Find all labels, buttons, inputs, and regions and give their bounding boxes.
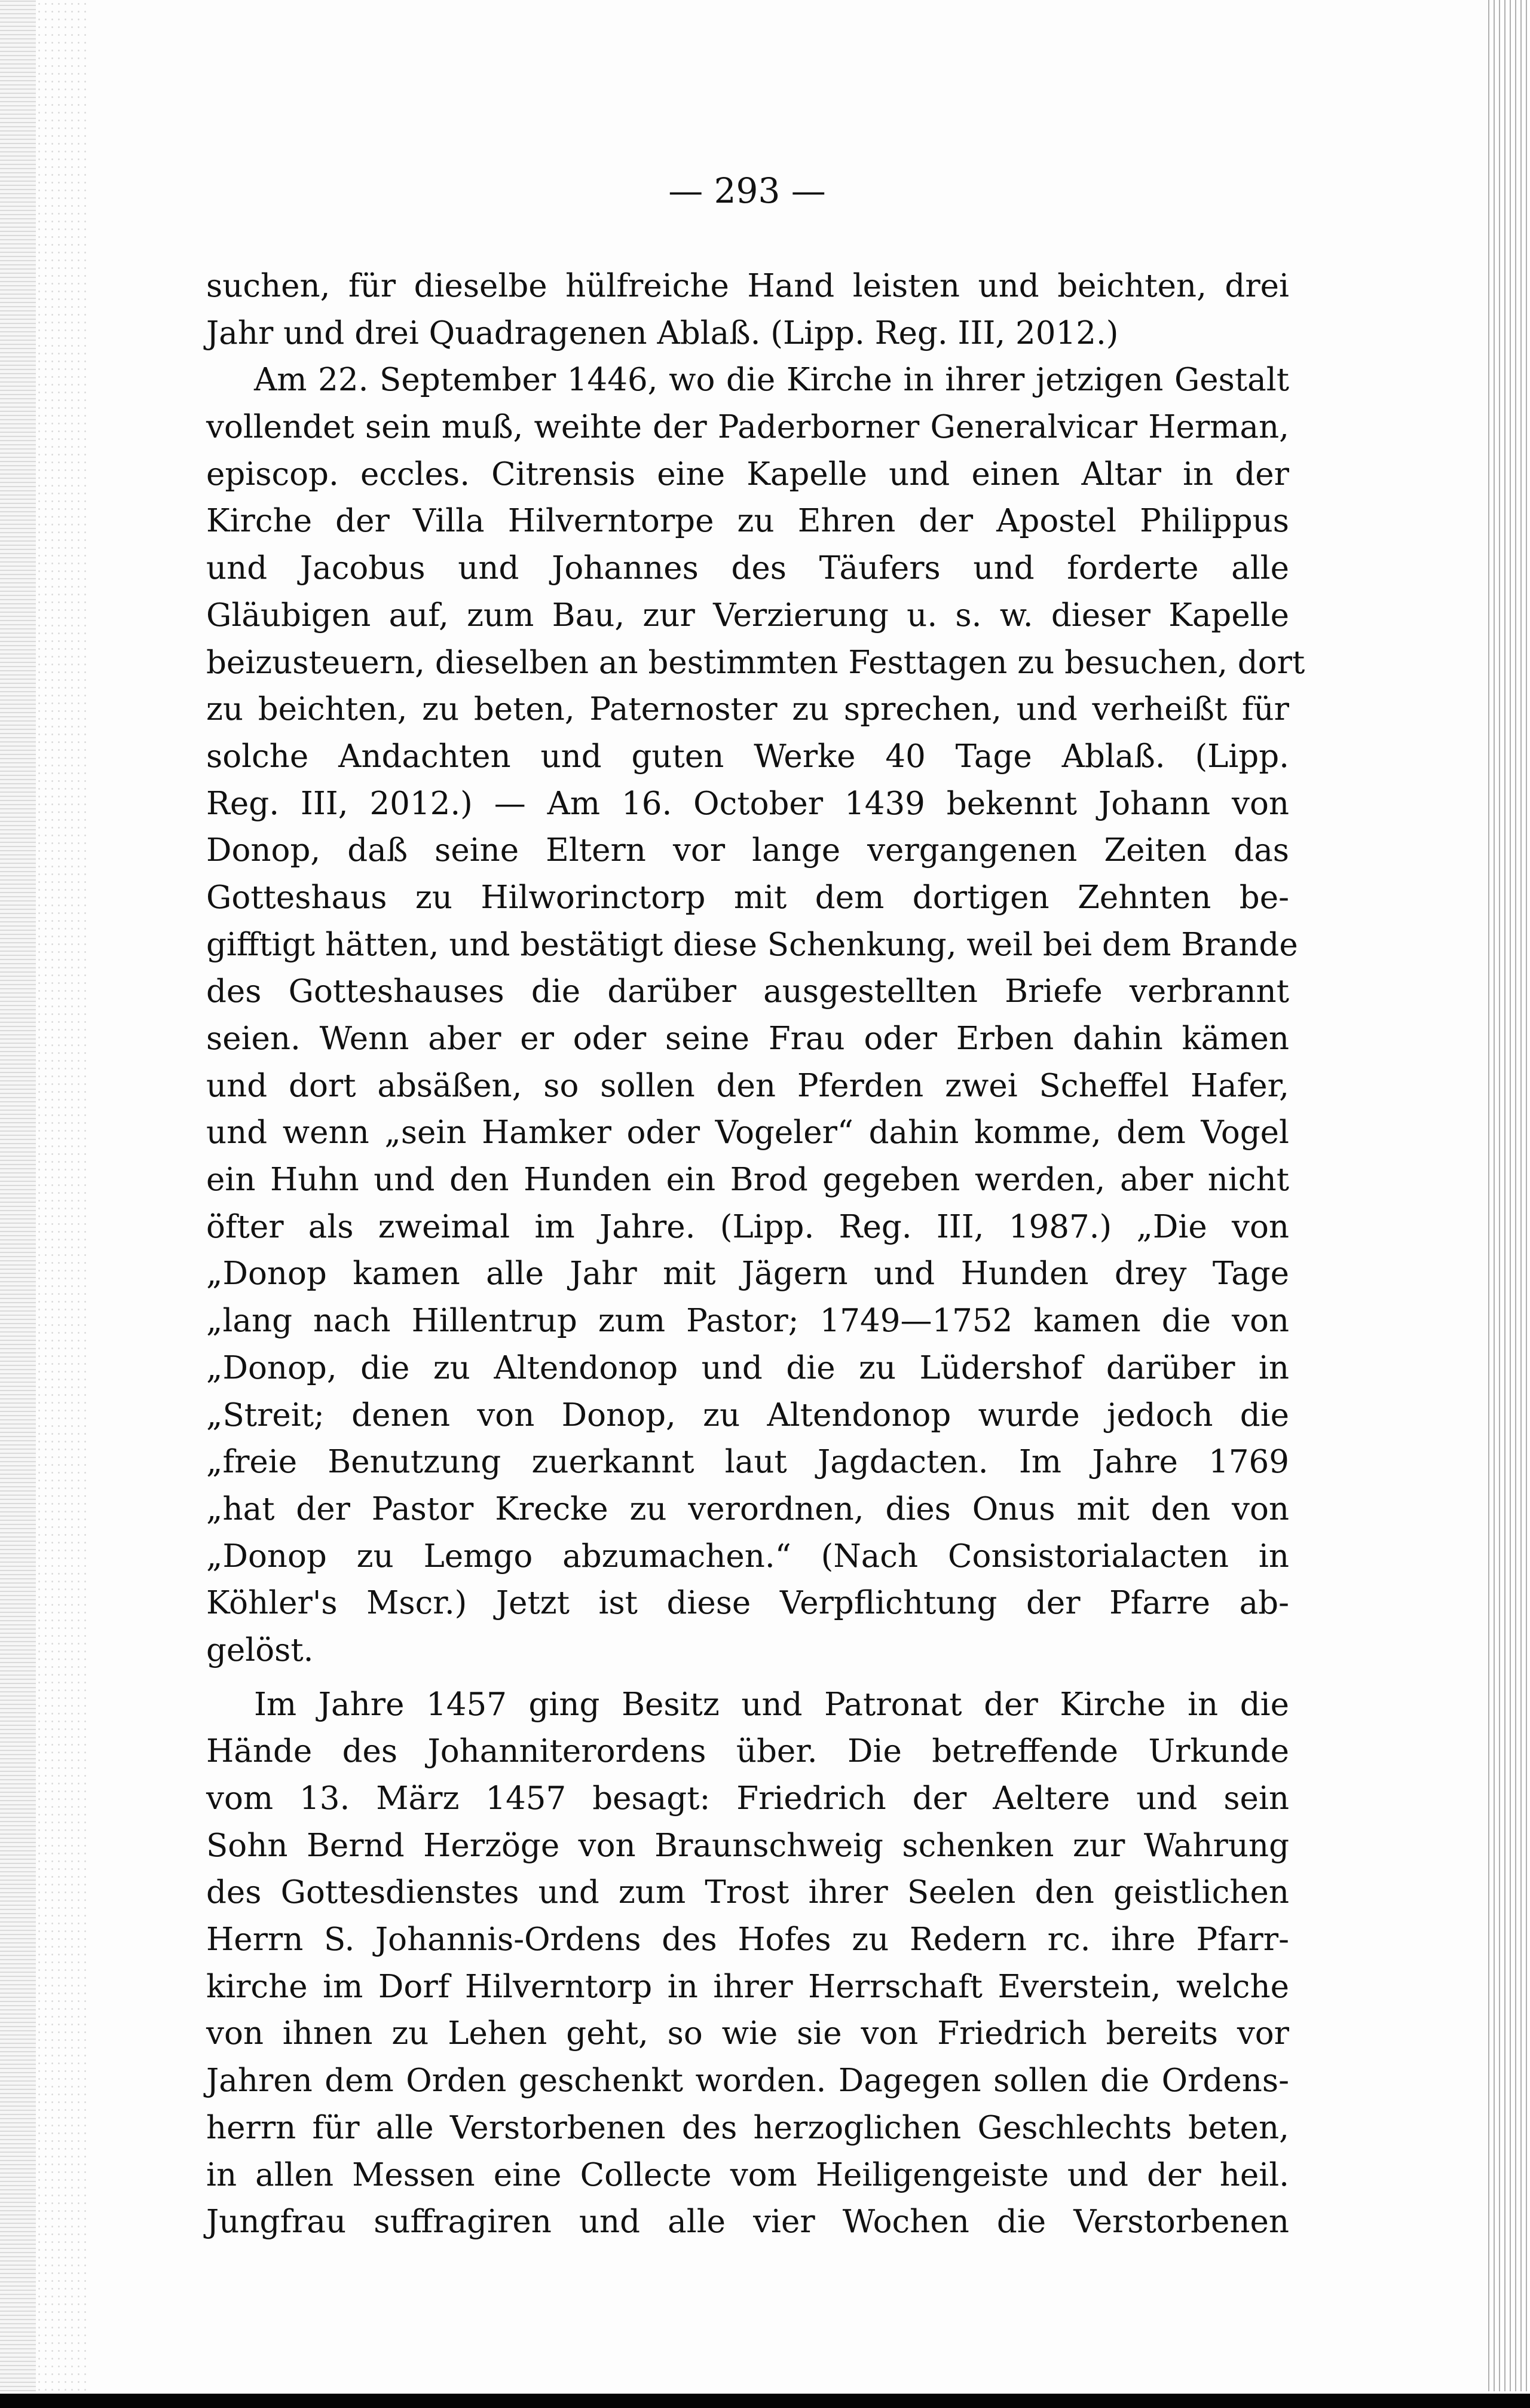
text-line: Am 22. September 1446, wo die Kirche in ihrer jetzigen Gestalt: [254, 362, 1289, 399]
text-line: Gotteshaus zu Hilworinctorp mit dem dortigen Zehnten be-: [206, 879, 1289, 916]
text-line: „Donop kamen alle Jahr mit Jägern und Hunden drey Tage: [206, 1255, 1289, 1292]
text-line: des Gottesdienstes und zum Trost ihrer Seelen den geistlichen: [206, 1874, 1289, 1911]
text-line: gelöst.: [206, 1631, 314, 1669]
text-line: öfter als zweimal im Jahre. (Lipp. Reg. III, 1987.) „Die von: [206, 1208, 1289, 1245]
text-line: „lang nach Hillentrup zum Pastor; 1749—1752 kamen die von: [206, 1303, 1289, 1340]
text-line: suchen, für dieselbe hülfreiche Hand leisten und beichten, drei: [206, 268, 1289, 304]
text-line: und Jacobus und Johannes des Täufers und forderte alle: [206, 550, 1289, 587]
page-number: — 293 —: [668, 170, 826, 211]
text-line: „Donop zu Lemgo abzumachen.“ (Nach Consistorialacten in: [206, 1538, 1289, 1575]
scan-right-edge: [1488, 0, 1530, 2391]
scan-left-edge: [0, 0, 36, 2391]
text-line: Herrn S. Johannis-Ordens des Hofes zu Redern rc. ihre Pfarr-: [206, 1921, 1289, 1958]
text-line: Im Jahre 1457 ging Besitz und Patronat der Kirche in die: [254, 1686, 1289, 1723]
text-line: Kirche der Villa Hilverntorpe zu Ehren der Apostel Philippus: [206, 503, 1289, 540]
text-line: seien. Wenn aber er oder seine Frau oder Erben dahin kämen: [206, 1020, 1289, 1057]
text-line: Köhler's Mscr.) Jetzt ist diese Verpflichtung der Pfarre ab-: [206, 1585, 1289, 1622]
text-line: Gläubigen auf, zum Bau, zur Verzierung u. s. w. dieser Kapelle: [206, 597, 1289, 634]
text-line: und dort absäßen, so sollen den Pferden zwei Scheffel Hafer,: [206, 1067, 1289, 1104]
text-line: Sohn Bernd Herzöge von Braunschweig schenken zur Wahrung: [206, 1827, 1289, 1864]
text-line: herrn für alle Verstorbenen des herzoglichen Geschlechts beten,: [206, 2109, 1289, 2146]
text-line: episcop. eccles. Citrensis eine Kapelle und einen Altar in der: [206, 456, 1289, 493]
text-line: beizusteuern, dieselben an bestimmten Festtagen zu besuchen, dort: [206, 644, 1305, 681]
text-line: Jahr und drei Quadragenen Ablaß. (Lipp. Reg. III, 2012.): [206, 314, 1119, 352]
text-line: „Donop, die zu Altendonop und die zu Lüdershof darüber in: [206, 1349, 1289, 1386]
text-line: Reg. III, 2012.) — Am 16. October 1439 bekennt Johann von: [206, 785, 1289, 822]
text-line: in allen Messen eine Collecte vom Heiligengeiste und der heil.: [206, 2156, 1289, 2193]
text-line: „hat der Pastor Krecke zu verordnen, dies Onus mit den von: [206, 1490, 1289, 1527]
text-line: ein Huhn und den Hunden ein Brod gegeben werden, aber nicht: [206, 1162, 1289, 1199]
text-line: Donop, daß seine Eltern vor lange vergangenen Zeiten das: [206, 832, 1289, 869]
text-line: kirche im Dorf Hilverntorp in ihrer Herrschaft Everstein, welche: [206, 1968, 1289, 2005]
text-line: Jungfrau suffragiren und alle vier Wochen die Verstorbenen: [206, 2204, 1289, 2241]
text-line: des Gotteshauses die darüber ausgestellten Briefe verbrannt: [206, 973, 1289, 1010]
text-line: gifftigt hätten, und bestätigt diese Schenkung, weil bei dem Brande: [206, 926, 1298, 963]
text-line: vom 13. März 1457 besagt: Friedrich der Aeltere und sein: [206, 1780, 1289, 1817]
scan-left-noise: [36, 0, 90, 2391]
text-line: Jahren dem Orden geschenkt worden. Dagegen sollen die Ordens-: [206, 2062, 1289, 2100]
scan-bottom-border: [0, 2394, 1530, 2408]
text-line: „Streit; denen von Donop, zu Altendonop wurde jedoch die: [206, 1396, 1289, 1434]
body-text: [206, 263, 1305, 2246]
text-line: vollendet sein muß, weihte der Paderborner Generalvicar Herman,: [206, 409, 1289, 446]
text-line: zu beichten, zu beten, Paternoster zu sprechen, und verheißt für: [206, 691, 1289, 728]
text-line: und wenn „sein Hamker oder Vogeler“ dahin komme, dem Vogel: [206, 1114, 1289, 1151]
text-line: „freie Benutzung zuerkannt laut Jagdacten. Im Jahre 1769: [206, 1444, 1289, 1481]
text-line: von ihnen zu Lehen geht, so wie sie von Friedrich bereits vor: [206, 2015, 1289, 2052]
text-line: solche Andachten und guten Werke 40 Tage Ablaß. (Lipp.: [206, 738, 1289, 775]
text-line: Hände des Johanniterordens über. Die betreffende Urkunde: [206, 1733, 1289, 1770]
